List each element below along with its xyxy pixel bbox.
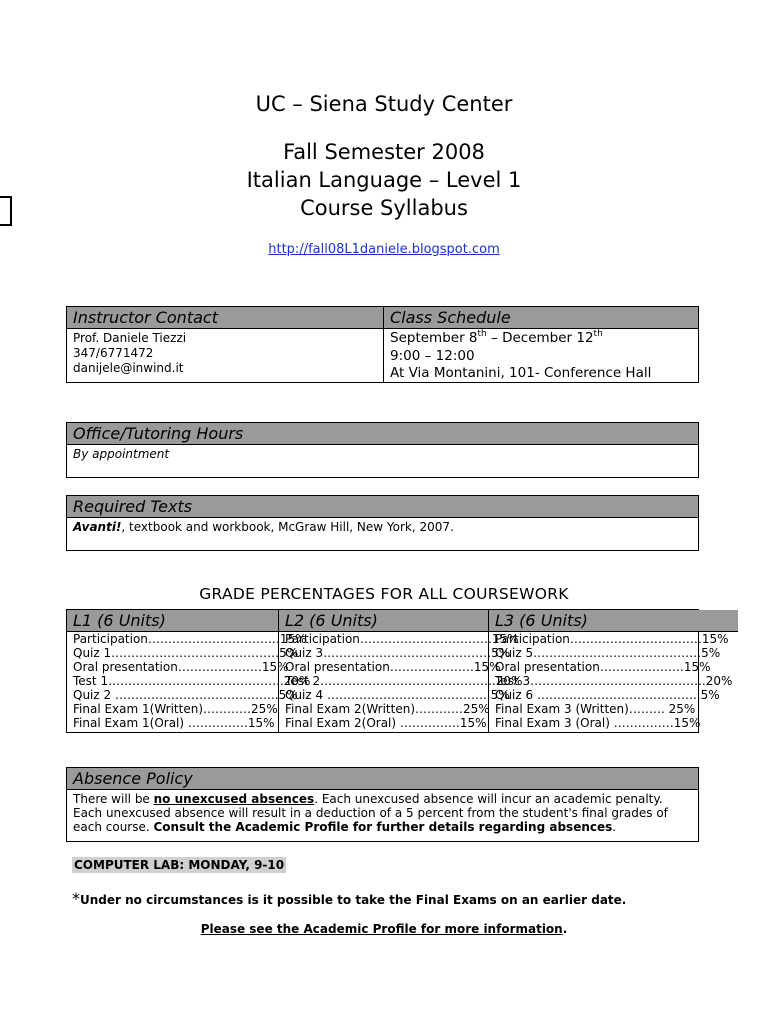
instructor-details bbox=[67, 329, 383, 378]
grade-column-l3 bbox=[488, 610, 738, 732]
final-exam-note: *Under no circumstances is it possible to take the Final Exams on an earlier date. bbox=[72, 889, 627, 908]
grade-row: Oral presentation…………………15% bbox=[73, 660, 289, 674]
doc-type-title: Course Syllabus bbox=[300, 196, 468, 220]
computer-lab-note: COMPUTER LAB: MONDAY, 9-10 bbox=[74, 858, 285, 872]
grade-row: Oral presentation…………………15% bbox=[495, 660, 711, 674]
instructor-column bbox=[67, 307, 383, 382]
academic-profile-link[interactable]: Please see the Academic Profile for more information bbox=[200, 922, 563, 936]
grade-row: Test 1……………………………………..20% bbox=[73, 674, 311, 688]
office-hours-text: By appointment bbox=[73, 447, 170, 461]
grade-row: Quiz 4 …………………………………..5% bbox=[285, 688, 510, 702]
grade-title: GRADE PERCENTAGES FOR ALL COURSEWORK bbox=[199, 585, 569, 603]
academic-profile-note: Please see the Academic Profile for more information. bbox=[200, 922, 568, 936]
grade-column-l1 bbox=[67, 610, 311, 732]
grade-row: Final Exam 1(Written)…………25% bbox=[73, 702, 278, 716]
grade-row: Test 2……………………………………..20% bbox=[285, 674, 523, 688]
instructor-name: Prof. Daniele Tiezzi bbox=[73, 331, 187, 345]
grade-heading-l2: L2 (6 Units) bbox=[279, 610, 488, 632]
instructor-heading: Instructor Contact bbox=[67, 307, 383, 329]
grade-row: Participation……………………………15% bbox=[495, 632, 729, 646]
blog-link[interactable]: http://fall08L1daniele.blogspot.com bbox=[268, 242, 500, 257]
schedule-dates: September 8th – December 12th bbox=[390, 329, 603, 346]
office-hours-heading: Office/Tutoring Hours bbox=[67, 423, 698, 445]
contact-table bbox=[66, 306, 699, 383]
grade-row: Final Exam 2(Oral) ……………15% bbox=[285, 716, 487, 730]
grade-row: Final Exam 1(Oral) ……………15% bbox=[73, 716, 275, 730]
grade-row: Quiz 5……………………………………5% bbox=[495, 646, 721, 660]
grade-row: Participation……………………………15% bbox=[73, 632, 307, 646]
schedule-time: 9:00 – 12:00 bbox=[390, 347, 475, 364]
required-texts-text: Avanti!, textbook and workbook, McGraw Hill, New York, 2007. bbox=[73, 520, 454, 534]
grade-row: Oral presentation…………………15% bbox=[285, 660, 501, 674]
required-texts-heading: Required Texts bbox=[67, 496, 698, 518]
schedule-column bbox=[383, 307, 698, 382]
instructor-phone: 347/6771472 bbox=[73, 346, 154, 360]
schedule-heading: Class Schedule bbox=[384, 307, 698, 329]
grade-row: Participation……………………………15% bbox=[285, 632, 519, 646]
instructor-email: danijele@inwind.it bbox=[73, 361, 184, 375]
schedule-details bbox=[384, 329, 698, 384]
grade-heading-l1: L1 (6 Units) bbox=[67, 610, 278, 632]
grade-row: Final Exam 3 (Oral) ……………15% bbox=[495, 716, 701, 730]
grade-heading-l3: L3 (6 Units) bbox=[489, 610, 738, 632]
grade-row: Quiz 3……………………………………5% bbox=[285, 646, 511, 660]
grade-table bbox=[66, 609, 733, 733]
grade-row: Quiz 2 …………………………………..5% bbox=[73, 688, 298, 702]
absence-policy-heading: Absence Policy bbox=[67, 768, 698, 790]
absence-policy-text: There will be no unexcused absences. Each unexcused absence will incur an academic penalty. Each unexcused absence will result in a deduction of a 5 percent from the student's final grades of each course. Consult the Academic Profile for further details regarding absences. bbox=[73, 792, 668, 834]
course-title: Italian Language – Level 1 bbox=[246, 168, 522, 192]
center-title: UC – Siena Study Center bbox=[255, 92, 513, 116]
absence-policy-box bbox=[66, 767, 699, 842]
grade-row: Final Exam 3 (Written)……… 25% bbox=[495, 702, 696, 716]
grade-row: Final Exam 2(Written)…………25% bbox=[285, 702, 490, 716]
grade-row: Quiz 6 …………………………………..5% bbox=[495, 688, 720, 702]
required-texts-box bbox=[66, 495, 699, 551]
office-hours-box bbox=[66, 422, 699, 478]
grade-row: Test 3……………………………………..20% bbox=[495, 674, 733, 688]
grade-row: Quiz 1……………………………………5% bbox=[73, 646, 299, 660]
grade-column-l2 bbox=[278, 610, 523, 732]
semester-title: Fall Semester 2008 bbox=[283, 140, 485, 164]
schedule-location: At Via Montanini, 101- Conference Hall bbox=[390, 365, 652, 381]
